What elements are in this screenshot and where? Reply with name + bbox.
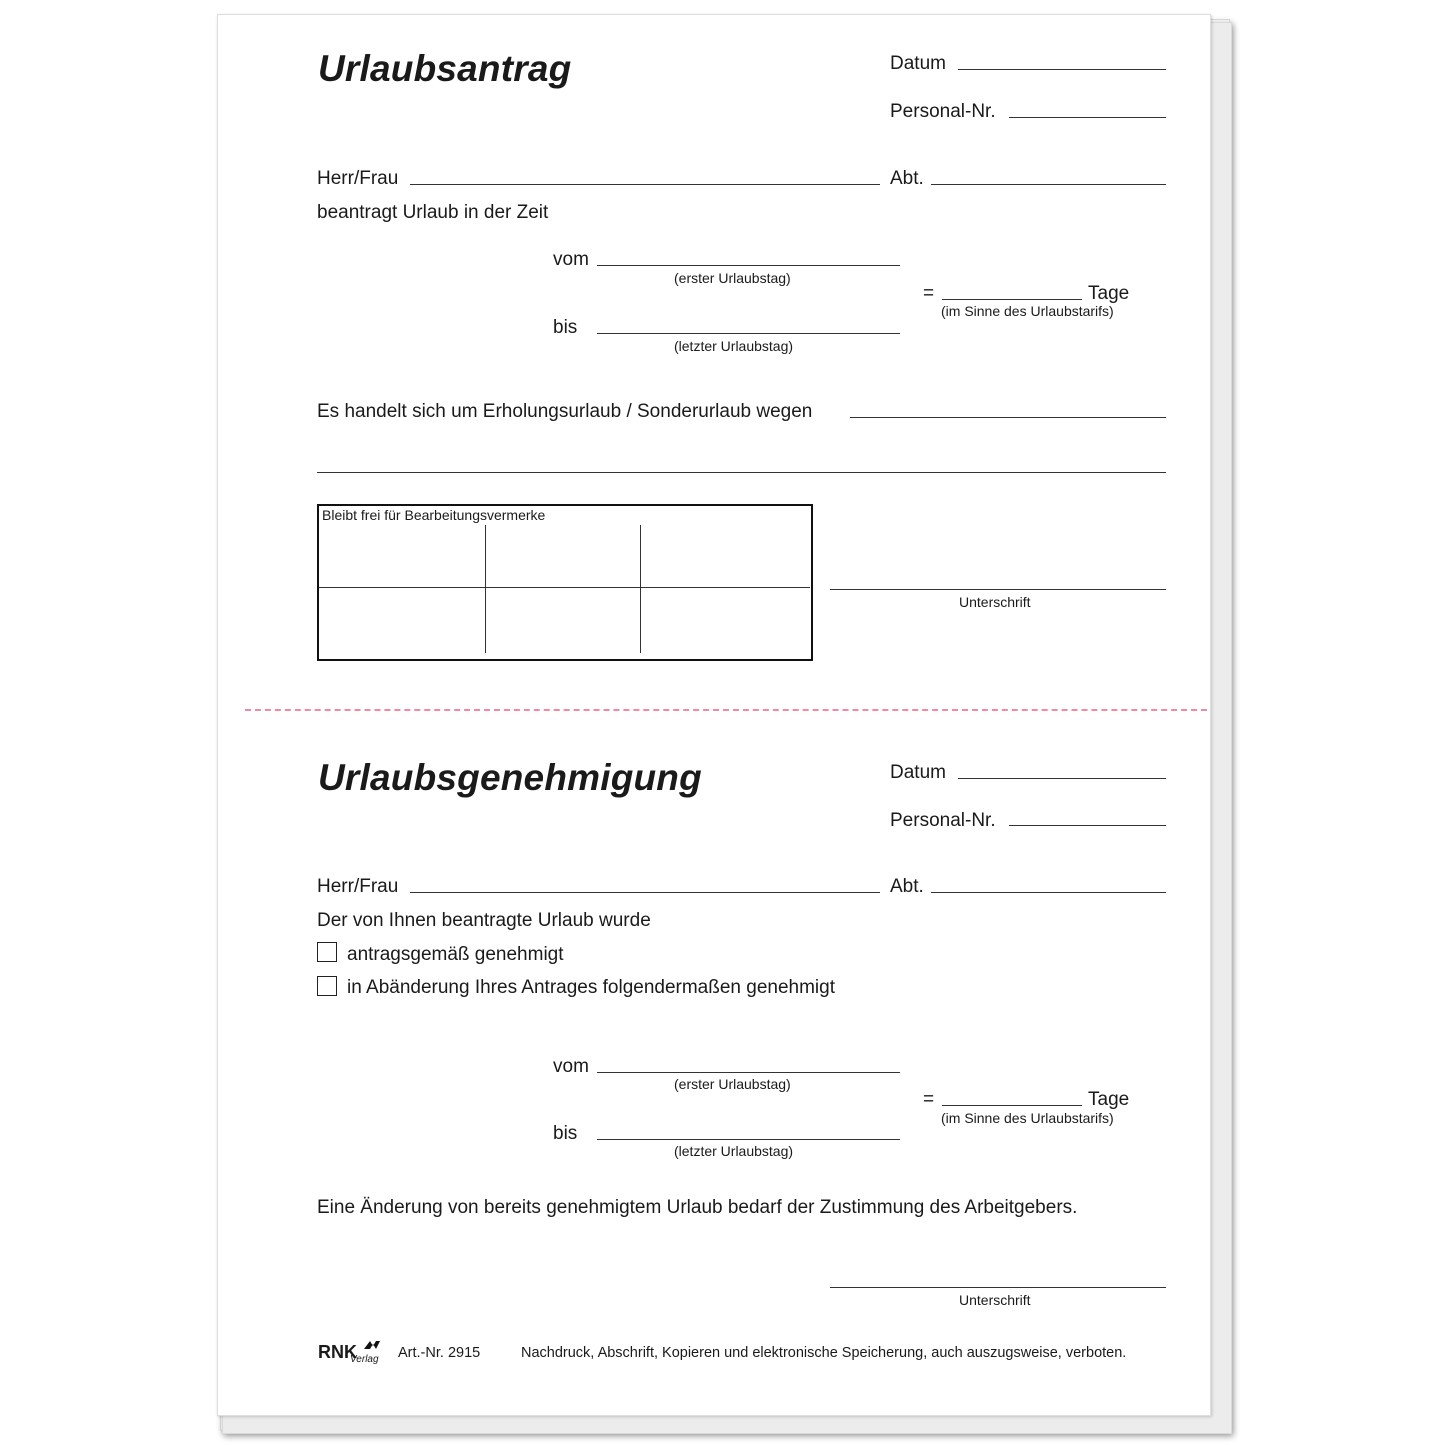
request-name-field[interactable] bbox=[410, 184, 880, 185]
request-equals: = bbox=[923, 283, 935, 304]
request-abt-field[interactable] bbox=[931, 184, 1166, 185]
approval-name-label: Herr/Frau bbox=[317, 876, 399, 897]
approval-bis-label: bis bbox=[553, 1123, 578, 1144]
request-vom-field[interactable] bbox=[597, 265, 900, 266]
request-signature-label: Unterschrift bbox=[959, 594, 1031, 610]
approval-datum-field[interactable] bbox=[958, 778, 1166, 779]
request-name-label: Herr/Frau bbox=[317, 168, 399, 189]
request-vom-hint: (erster Urlaubstag) bbox=[674, 270, 791, 286]
office-box-col-divider bbox=[485, 525, 486, 653]
approval-intro: Der von Ihnen beantragte Urlaub wurde bbox=[317, 910, 651, 931]
request-bis-hint: (letzter Urlaubstag) bbox=[674, 338, 794, 354]
request-tage-hint: (im Sinne des Urlaubstarifs) bbox=[941, 303, 1114, 319]
approval-bis-field[interactable] bbox=[597, 1139, 900, 1140]
approval-tage-hint: (im Sinne des Urlaubstarifs) bbox=[941, 1110, 1114, 1126]
approval-signature-label: Unterschrift bbox=[959, 1292, 1031, 1308]
request-bis-label: bis bbox=[553, 317, 578, 338]
office-use-box bbox=[317, 504, 813, 661]
approval-notice: Eine Änderung von bereits genehmigtem Urlaub bedarf der Zustimmung des Arbeitgebers. bbox=[317, 1197, 1078, 1218]
publisher-logo-sub: Verlag bbox=[350, 1354, 379, 1365]
copyright-notice: Nachdruck, Abschrift, Kopieren und elektronische Speicherung, auch auszugsweise, verboten. bbox=[521, 1345, 1127, 1361]
approval-personal-field[interactable] bbox=[1009, 825, 1166, 826]
logo-mark-icon bbox=[364, 1340, 380, 1350]
request-vom-label: vom bbox=[553, 249, 589, 270]
option-modified-label: in Abänderung Ihres Antrages folgendermaßen genehmigt bbox=[347, 977, 835, 998]
approval-vom-field[interactable] bbox=[597, 1072, 900, 1073]
request-reason-field-line2[interactable] bbox=[317, 472, 1166, 473]
request-period-intro: beantragt Urlaub in der Zeit bbox=[317, 202, 549, 223]
request-personal-label: Personal-Nr. bbox=[890, 101, 996, 122]
office-use-box-label: Bleibt frei für Bearbeitungsvermerke bbox=[322, 507, 546, 523]
request-tage-field[interactable] bbox=[942, 299, 1082, 300]
approval-personal-label: Personal-Nr. bbox=[890, 810, 996, 831]
approval-abt-label: Abt. bbox=[890, 876, 924, 897]
request-datum-label: Datum bbox=[890, 53, 946, 74]
approval-vom-label: vom bbox=[553, 1056, 589, 1077]
request-tage-label: Tage bbox=[1088, 283, 1130, 304]
perforation-line bbox=[245, 709, 1207, 711]
approval-tage-field[interactable] bbox=[942, 1105, 1082, 1106]
office-box-col-divider bbox=[640, 525, 641, 653]
request-bis-field[interactable] bbox=[597, 333, 900, 334]
request-signature-field[interactable] bbox=[830, 589, 1166, 590]
approval-name-field[interactable] bbox=[410, 892, 880, 893]
approval-bis-hint: (letzter Urlaubstag) bbox=[674, 1143, 794, 1159]
request-abt-label: Abt. bbox=[890, 168, 924, 189]
option-approved-checkbox[interactable] bbox=[317, 942, 337, 962]
approval-datum-label: Datum bbox=[890, 762, 946, 783]
approval-vom-hint: (erster Urlaubstag) bbox=[674, 1076, 791, 1092]
request-personal-field[interactable] bbox=[1009, 117, 1166, 118]
approval-abt-field[interactable] bbox=[931, 892, 1166, 893]
approval-equals: = bbox=[923, 1089, 935, 1110]
option-modified-checkbox[interactable] bbox=[317, 976, 337, 996]
approval-title: Urlaubsgenehmigung bbox=[318, 757, 702, 798]
request-reason-field[interactable] bbox=[850, 417, 1166, 418]
article-number: Art.-Nr. 2915 bbox=[398, 1345, 481, 1361]
approval-signature-field[interactable] bbox=[830, 1287, 1166, 1288]
request-reason-label: Es handelt sich um Erholungsurlaub / Sonderurlaub wegen bbox=[317, 401, 813, 422]
request-title: Urlaubsantrag bbox=[318, 48, 572, 89]
approval-tage-label: Tage bbox=[1088, 1089, 1130, 1110]
option-approved-label: antragsgemäß genehmigt bbox=[347, 944, 564, 965]
office-box-row-divider bbox=[319, 587, 810, 588]
request-datum-field[interactable] bbox=[958, 69, 1166, 70]
publisher-logo-text: RNK bbox=[318, 1342, 357, 1362]
